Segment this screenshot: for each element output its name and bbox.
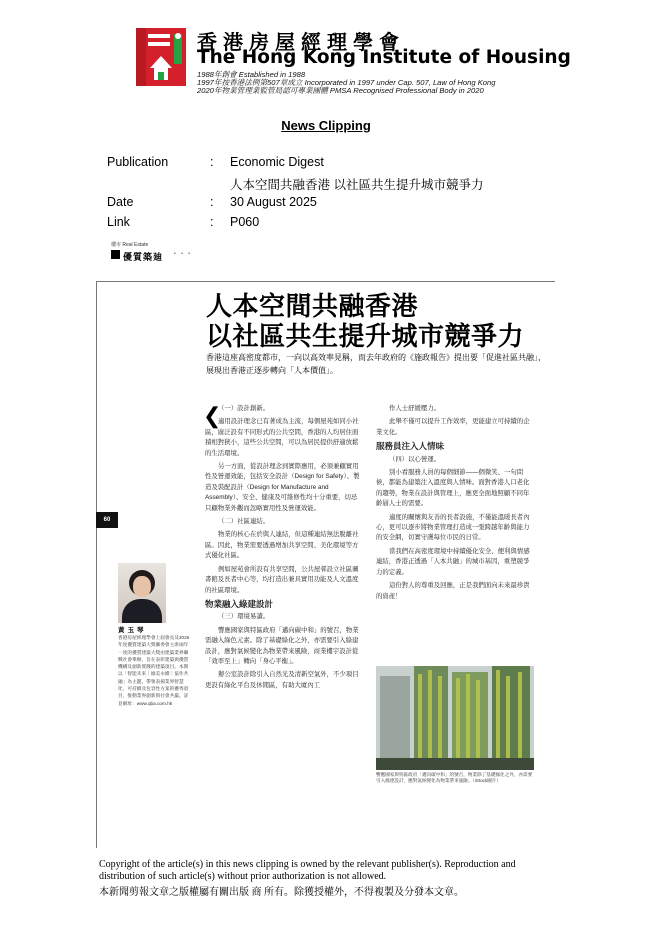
photo-caption: 響應國家與特區政府「邁向碳中和」的號召，物業除了基礎綠化之外，亦需要引入綠建設計，應對氣候變化為物業帶來風險。（iStock圖片） [376, 772, 533, 784]
paragraph: （二）社區連結。 [218, 518, 270, 526]
paragraph: 作人士舒緩壓力。 [389, 405, 441, 412]
section-tag: 樓市 Real Estate [111, 242, 149, 248]
colon: : [210, 215, 214, 229]
source-logo-mark [111, 250, 120, 259]
paragraph: 響應國家與特區政府「邁向碳中和」的號召，物業需融入綠色元素。除了基礎綠化之外，亦需要引入綠建設計，應對氣候變化為物業帶來風險，商業樓宇設計從「效率至上」轉向「身心平衡」。 [205, 626, 359, 665]
copyright-notice-en: Copyright of the article(s) in this news clipping is owned by the relevant publisher(s). Reproduction and distribution of such article(s) without prior authorization is not allowed. [99, 859, 516, 882]
paragraph: （三）環境易讀。 [218, 613, 270, 621]
subheading: 服務員注入人情味 [376, 441, 445, 452]
article-column-1 [205, 404, 363, 694]
source-dots: • • • [174, 251, 193, 257]
article-lead: 香港這座高密度都市，一向以高效率見稱，而去年政府的《施政報告》提出要「促進社區共融」，展現出香港正逐步轉向「人本價值」。 [206, 353, 546, 375]
subheading: 物業融入綠建設計 [205, 598, 274, 609]
paragraph: 當我們在高密度環境中持續優化安全、便利與情感連結，香港正透過「人本共融」的城市基因，重塑競爭力的定義。 [376, 547, 530, 576]
link-value: P060 [230, 215, 260, 229]
paragraph: 另一方面，從設計理念到實際應用，必須兼顧實用性及營運效能，包括安全設計（Design for Safety）、製造及裝配設計（Design for Manufacture and Assembly）、安全、健康及可維修性均十分重要，切忌只顧物業外觀而忽略實用性及營運效能。 [205, 463, 360, 512]
headline-value: 人本空間共融香港 以社區共生提升城市競爭力 [230, 178, 484, 192]
author-photo [118, 563, 166, 623]
publication-value: Economic Digest [230, 155, 324, 169]
page-number: 60 [96, 512, 118, 528]
publication-label: Publication [107, 155, 169, 169]
date-value: 30 August 2025 [230, 195, 317, 209]
paragraph: 適度的關懷與友善的長者設施，不僅能溫暖長者內心，更可以逐步將物業管理打造成一張跨越年齡與能力的安全網，切實守護每位市民的日常。 [376, 513, 530, 542]
article-column-2 [376, 404, 534, 605]
article-title-line2: 以社區共生提升城市競爭力 [206, 322, 525, 352]
org-name-en: The Hong Kong Institute of Housing [197, 47, 571, 68]
article-title-line1: 人本空間共融香港 [206, 292, 419, 322]
paragraph: （四）以心營運。 [389, 455, 441, 463]
source-name: 優質築廸 [123, 252, 164, 262]
org-recognised: 2020年物業管理業監管局認可專業團體 PMSA Recognised Professional Body in 2020 [197, 86, 484, 95]
colon: : [210, 195, 214, 209]
org-incorporated: 1997年按香港法例第507章成立 Incorporated in 1997 under Cap. 507, Law of Hong Kong [197, 78, 496, 87]
paragraph: 此舉不僅可以提升工作效率，更能建立可持續的企業文化。 [376, 418, 530, 436]
date-label: Date [107, 195, 134, 209]
news-clipping-title: News Clipping [281, 118, 371, 133]
section-marker-icon: ❮ [203, 403, 222, 428]
paragraph: 這份對人的尊重及回應，正是我們面向未來最珍貴的資產！ [376, 582, 530, 600]
paragraph: 辦公室設計除引入自然光及清新空氣外，不少項目更設有綠化平台及休閒區，有助大廈內工 [205, 671, 359, 689]
colon: : [210, 155, 214, 169]
green-building-photo [376, 666, 534, 770]
paragraph: 別小看服務人員的每個細節——個微笑、一句問候，都能為建築注入溫度與人情味。面對香港人口老化的趨勢，物業在設計與管理上，應更全面地照顧不同年齡層人士的需要。 [376, 469, 530, 508]
author-bio: 香港房屋經理學會上屆會長及2026年度優質建築大獎籌委會主席兩年一度的優質建築大獎由建築業界聯戰社會舉辦，旨在表彰建築與優質機構及創新實踐的建築項目。本期以「智能未來｜綠美永續｜協作共融」為主題，帶領表揚業界智慧化、可持續及包容性方案的優秀項目，推動業界創新與社會共贏。詳見網址：www.qba.com.hk [118, 635, 190, 706]
hkih-logo [136, 28, 186, 86]
copyright-notice-zh: 本新聞剪報文章之版權屬有關出版 商 所有。除獲授權外，不得複製及分發本文章。 [99, 887, 464, 898]
paragraph: 物業的核心在於與人連結，但這種連結無法脫離社區。因此，物業需要透過增加共享空間、美化環境等方式優化社區。 [205, 531, 359, 560]
author-name: 黃玉琴 [118, 627, 147, 634]
paragraph: （一）設計創新。 [218, 405, 270, 412]
org-established: 1988年創會 Established in 1988 [197, 70, 306, 79]
paragraph: 例如屋苑會所設有共享空間，公共屋邨設立社區圖書館及長者中心等，均打造出兼具實用功能及人文溫度的社區環境。 [205, 565, 359, 594]
org-name-zh: 香港房屋經理學會 [197, 30, 405, 54]
paragraph: 適用設計理念已有著成為主流，每個屋苑如同小社區，廣泛設有不同形式的公共空間，香港的人均居住面積相對狹小，這些公共空間，可以為居民提供舒適放鬆的生活環境。 [205, 418, 359, 457]
link-label: Link [107, 215, 130, 229]
